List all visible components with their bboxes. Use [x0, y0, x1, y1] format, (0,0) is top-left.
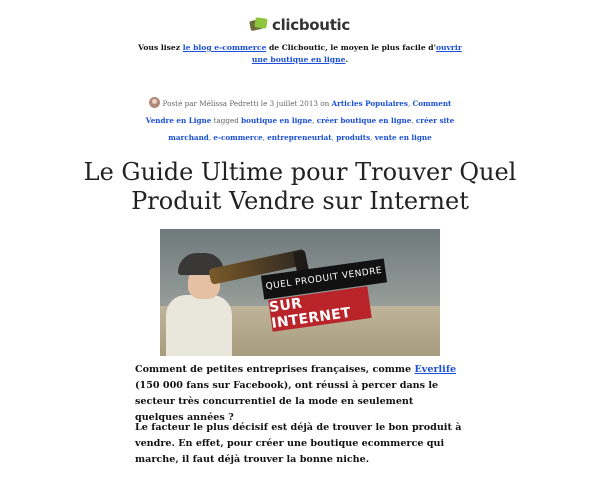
everlife-link[interactable]: Everlife	[414, 364, 457, 375]
blog-ecommerce-link[interactable]: le blog e-commerce	[182, 43, 267, 52]
hero-banner-line2: SUR INTERNET	[268, 286, 371, 332]
hero-banner-line1: QUEL PRODUIT VENDRE	[261, 258, 387, 299]
tagged-label: tagged	[211, 116, 242, 125]
hero-image	[160, 229, 440, 356]
tag-link[interactable]: entrepreneuriat	[267, 133, 332, 142]
tag-link[interactable]: créer site marchand	[168, 116, 455, 142]
boy-figure	[166, 295, 232, 356]
author-avatar	[149, 97, 160, 108]
tag-link[interactable]: créer boutique en ligne	[316, 116, 412, 125]
paragraph-1	[135, 362, 465, 426]
category-link[interactable]: Articles Populaires	[331, 99, 408, 108]
tag-link[interactable]: e-commerce	[213, 133, 263, 142]
logo-text: clicboutic	[272, 16, 350, 34]
intro-suffix: .	[345, 55, 349, 64]
logo-icon	[250, 18, 268, 32]
p1-suffix: (150 000 fans sur Facebook), ont réussi à percer dans le secteur très concurrentiel de la mode en seulement quelques années ?	[135, 380, 439, 423]
intro-prefix: Vous lisez	[138, 43, 183, 52]
tag-link[interactable]: produits	[336, 133, 371, 142]
paragraph-2: Le facteur le plus décisif est déjà de trouver le bon produit à vendre. En effet, pour créer une boutique ecommerce qui marche, il faut déjà trouver la bonne niche.	[135, 422, 462, 465]
posted-by: Posté par Mélissa Pedretti le 3 juillet 2013 on	[162, 99, 332, 108]
site-logo[interactable]	[0, 16, 600, 34]
post-meta: Posté par Mélissa Pedretti le 3 juillet 2013 on Articles Populaires, Comment Vendre en Ligne tagged boutique en ligne, créer boutique en ligne, créer site marchand, e-commerce, entrepreneuriat, produits, vente en ligne	[145, 99, 455, 142]
open-shop-link[interactable]: ouvrir une boutique en ligne	[251, 43, 462, 64]
tag-link[interactable]: boutique en ligne	[241, 116, 313, 125]
blog-intro	[130, 42, 470, 66]
category-link[interactable]: Comment Vendre en Ligne	[145, 99, 452, 125]
intro-middle: de Clicboutic, le moyen le plus facile d'	[266, 43, 436, 52]
tag-link[interactable]: vente en ligne	[374, 133, 432, 142]
article-title: Le Guide Ultime pour Trouver Quel Produit Vendre sur Internet	[83, 158, 517, 215]
p1-prefix: Comment de petites entreprises françaises, comme	[135, 364, 415, 375]
